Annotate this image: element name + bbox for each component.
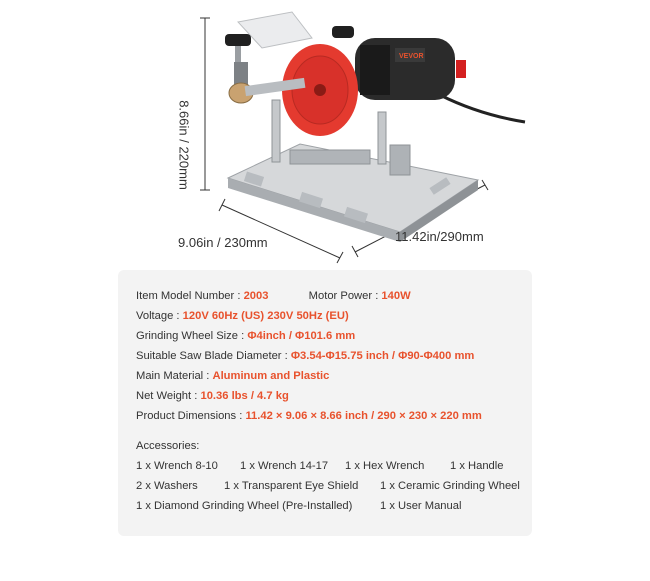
width-dimension-label: 11.42in/290mm <box>395 229 484 244</box>
spec-voltage: Voltage : 120V 60Hz (US) 230V 50Hz (EU) <box>136 310 349 322</box>
brand-label: VEVOR <box>399 53 424 60</box>
spec-weight: Net Weight : 10.36 lbs / 4.7 kg <box>136 390 289 402</box>
wheel-guard <box>282 44 358 136</box>
grinder-machine-image <box>0 0 650 265</box>
depth-dimension-label: 9.06in / 230mm <box>178 235 268 250</box>
accessory-item: 1 x Transparent Eye Shield <box>224 480 359 492</box>
adjust-knob-left <box>225 34 251 66</box>
accessory-item: 1 x User Manual <box>380 500 462 512</box>
adjust-knob-right <box>332 26 354 38</box>
accessory-item: 1 x Wrench 14-17 <box>240 460 329 472</box>
spec-model-power: Item Model Number : 2003 Motor Power : 140W <box>136 290 411 302</box>
accessory-item: 1 x Ceramic Grinding Wheel <box>380 480 520 492</box>
spec-wheel-size: Grinding Wheel Size : Φ4inch / Φ101.6 mm <box>136 330 356 342</box>
power-switch <box>456 60 466 78</box>
accessory-item: 2 x Washers <box>136 480 198 492</box>
accessory-item: 1 x Diamond Grinding Wheel (Pre-Installed) <box>136 500 353 512</box>
motor-housing <box>355 38 466 100</box>
specifications-card <box>118 270 532 536</box>
accessory-item: 1 x Hex Wrench <box>345 460 425 472</box>
power-cable <box>440 95 525 122</box>
height-dimension-line <box>200 18 210 190</box>
accessory-item: 1 x Handle <box>450 460 504 472</box>
height-dimension-label: 8.66in / 220mm <box>176 100 192 190</box>
spec-blade-diameter: Suitable Saw Blade Diameter : Φ3.54-Φ15.75 inch / Φ90-Φ400 mm <box>136 350 475 362</box>
accessories-heading: Accessories: <box>136 440 200 452</box>
spec-dimensions: Product Dimensions : 11.42 × 9.06 × 8.66 inch / 290 × 230 × 220 mm <box>136 410 482 422</box>
product-illustration <box>0 0 650 265</box>
spec-material: Main Material : Aluminum and Plastic <box>136 370 330 382</box>
accessory-item: 1 x Wrench 8-10 <box>136 460 218 472</box>
